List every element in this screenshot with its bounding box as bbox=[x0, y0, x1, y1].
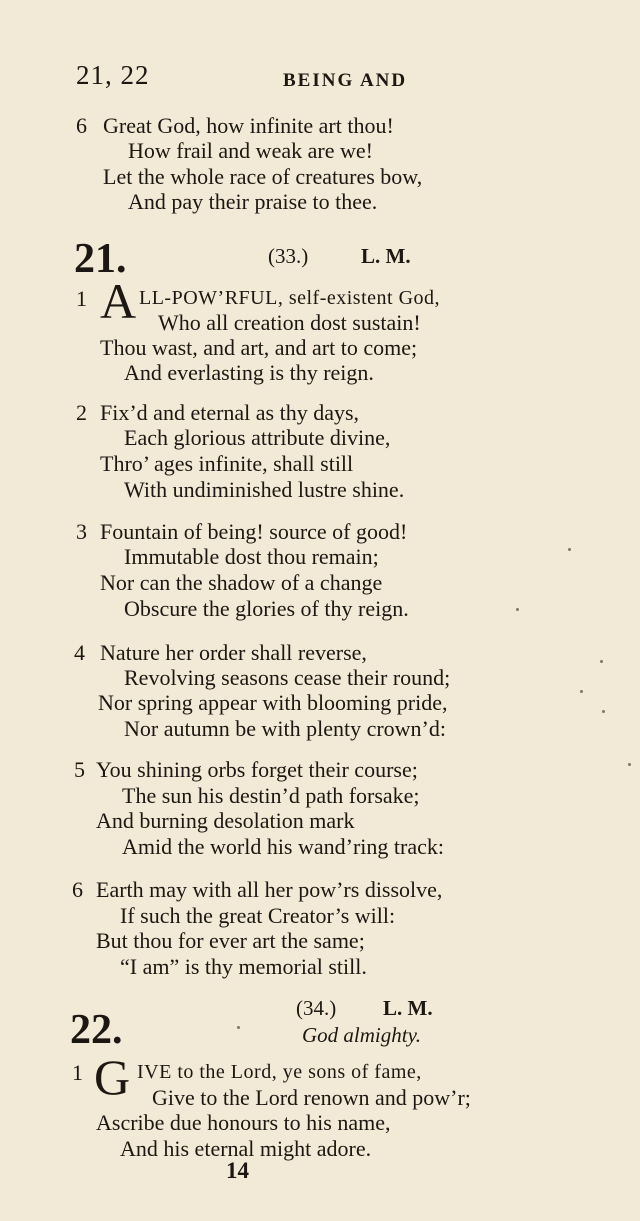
header-title: BEING AND bbox=[283, 70, 408, 91]
verse-line: Amid the world his wand’ring track: bbox=[122, 834, 444, 859]
verse-line: Immutable dost thou remain; bbox=[124, 544, 379, 569]
ink-speck bbox=[628, 763, 631, 766]
stanza-number: 4 bbox=[74, 640, 85, 665]
stanza-number: 2 bbox=[76, 400, 87, 425]
verse-line: LL-POW’RFUL, self-existent God, bbox=[139, 287, 441, 309]
header-hymn-numbers: 21, 22 bbox=[76, 60, 150, 90]
stanza-number: 3 bbox=[76, 519, 87, 544]
verse-line: “I am” is thy memorial still. bbox=[120, 954, 367, 979]
verse-line: With undiminished lustre shine. bbox=[124, 477, 405, 502]
tune-number: (33.) bbox=[268, 244, 309, 268]
ink-speck bbox=[516, 608, 519, 611]
verse-line: Nor can the shadow of a change bbox=[100, 570, 383, 595]
verse-line: Thou wast, and art, and art to come; bbox=[100, 335, 418, 360]
page-number: 14 bbox=[226, 1158, 249, 1183]
hymn-subtitle: God almighty. bbox=[302, 1023, 421, 1047]
verse-line: Obscure the glories of thy reign. bbox=[124, 596, 409, 621]
stanza-number: 6 bbox=[76, 113, 87, 138]
verse-line: You shining orbs forget their course; bbox=[96, 757, 418, 782]
stanza-number: 1 bbox=[76, 286, 87, 311]
hymn-number: 21. bbox=[74, 236, 127, 282]
verse-line: The sun his destin’d path forsake; bbox=[122, 783, 420, 808]
verse-line: Fountain of being! source of good! bbox=[100, 519, 408, 544]
verse-line: But thou for ever art the same; bbox=[96, 928, 365, 953]
verse-line: Let the whole race of creatures bow, bbox=[103, 164, 423, 189]
ink-speck bbox=[600, 660, 603, 663]
drop-cap: A bbox=[100, 273, 137, 329]
ink-speck bbox=[568, 548, 571, 551]
verse-line: If such the great Creator’s will: bbox=[120, 903, 396, 928]
verse-line: Nature her order shall reverse, bbox=[100, 640, 367, 665]
verse-line: And everlasting is thy reign. bbox=[124, 360, 374, 385]
tune-number: (34.) bbox=[296, 996, 337, 1020]
ink-speck bbox=[237, 1026, 240, 1029]
verse-line: Revolving seasons cease their round; bbox=[124, 665, 451, 690]
stanza-number: 6 bbox=[72, 877, 83, 902]
hymn-number: 22. bbox=[70, 1007, 123, 1053]
verse-line: Earth may with all her pow’rs dissolve, bbox=[96, 877, 443, 902]
verse-line: Ascribe due honours to his name, bbox=[96, 1110, 391, 1135]
stanza-number: 1 bbox=[72, 1060, 83, 1085]
verse-line: And pay their praise to thee. bbox=[128, 189, 378, 214]
verse-line: And his eternal might adore. bbox=[120, 1136, 372, 1161]
ink-speck bbox=[580, 690, 583, 693]
verse-line: Each glorious attribute divine, bbox=[124, 425, 391, 450]
ink-speck bbox=[602, 710, 605, 713]
verse-line: And burning desolation mark bbox=[96, 808, 355, 833]
verse-line: Great God, how infinite art thou! bbox=[103, 113, 394, 138]
drop-cap: G bbox=[94, 1049, 131, 1105]
meter: L. M. bbox=[361, 244, 411, 268]
verse-line: IVE to the Lord, ye sons of fame, bbox=[137, 1061, 422, 1083]
verse-line: Who all creation dost sustain! bbox=[158, 310, 421, 335]
verse-line: Fix’d and eternal as thy days, bbox=[100, 400, 360, 425]
verse-line: How frail and weak are we! bbox=[128, 138, 373, 163]
verse-line: Thro’ ages infinite, shall still bbox=[100, 451, 354, 476]
verse-line: Give to the Lord renown and pow’r; bbox=[152, 1085, 471, 1110]
meter: L. M. bbox=[383, 996, 433, 1020]
verse-line: Nor autumn be with plenty crown’d: bbox=[124, 716, 446, 741]
verse-line: Nor spring appear with blooming pride, bbox=[98, 690, 448, 715]
stanza-number: 5 bbox=[74, 757, 85, 782]
